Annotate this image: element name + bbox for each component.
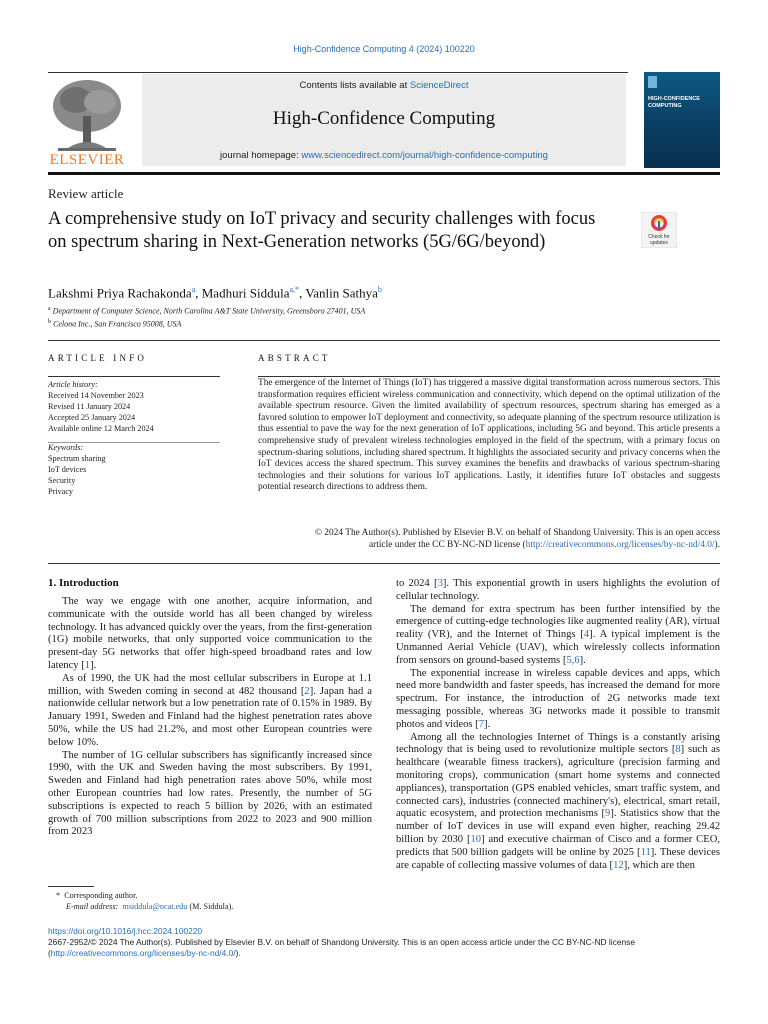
- masthead: [48, 70, 720, 173]
- author-affiliation-mark[interactable]: a: [191, 285, 196, 294]
- history-received: Received 14 November 2023: [48, 391, 144, 400]
- citation-link[interactable]: 5,6: [566, 654, 580, 666]
- body-paragraph: [396, 668, 720, 732]
- elsevier-wordmark: ELSEVIER: [49, 152, 125, 168]
- journal-reference-link[interactable]: High-Confidence Computing 4 (2024) 100220: [293, 44, 475, 54]
- paragraph-text: ]. Japan had a nationwide cellular network but a low penetration rate of 0.15% in 1989. By January 1991, Sweden and Finland had the highest penetration rates above 50%, while the US had 21.2%, and most other European countries were below 10%.: [48, 685, 372, 748]
- citation-link[interactable]: 2: [304, 685, 310, 697]
- article-info-rule: [48, 376, 220, 377]
- paragraph-text: ].: [579, 654, 586, 666]
- keyword-item: Spectrum sharing: [48, 454, 106, 463]
- contents-prefix: Contents lists available at: [299, 80, 410, 91]
- journal-homepage-link[interactable]: www.sciencedirect.com/journal/high-confidence-computing: [301, 150, 548, 161]
- corresponding-author-footnote: [56, 890, 233, 912]
- abstract-rule: [258, 376, 720, 377]
- affiliation-text: Department of Computer Science, North Carolina A&T State University, Greensboro 27401, USA: [52, 306, 366, 316]
- citation-link[interactable]: 8: [675, 744, 681, 756]
- masthead-top-rule: [48, 72, 628, 73]
- affiliation-mark: a: [48, 306, 51, 312]
- paragraph-text: ] and executive chairman of Cisco and a former CEO, predicts that 500 billion gadgets will be online by 2025 [: [396, 833, 720, 858]
- footnote-email-line: [56, 901, 233, 912]
- body-paragraph: [396, 604, 720, 668]
- article-info-heading: ARTICLE INFO: [48, 353, 148, 363]
- author-name[interactable]: Madhuri Siddula: [201, 285, 290, 301]
- affiliation-item: [48, 304, 365, 317]
- sciencedirect-link[interactable]: ScienceDirect: [409, 80, 469, 91]
- author-name[interactable]: Vanlin Sathya: [305, 285, 378, 301]
- article-history: [48, 379, 220, 434]
- author-name[interactable]: Lakshmi Priya Rachakonda: [48, 285, 192, 301]
- license-footer-suffix: ).: [235, 948, 241, 958]
- masthead-bottom-rule: [48, 172, 720, 175]
- history-online: Available online 12 March 2024: [48, 424, 154, 433]
- keyword-item: IoT devices: [48, 465, 87, 474]
- citation-link[interactable]: 12: [613, 859, 624, 871]
- email-link[interactable]: msiddula@ncat.edu: [122, 902, 188, 911]
- keyword-item: Privacy: [48, 487, 74, 496]
- paragraph-text: to 2024 [: [396, 578, 438, 589]
- body-column-left: [48, 596, 372, 839]
- section-heading-introduction: 1. Introduction: [48, 577, 119, 589]
- affiliation-mark: b: [48, 318, 51, 325]
- paragraph-text: ]. A typical implement is the Unmanned Aerial Vehicle (UAV), which wirelessly collects information from sensors on ground-based systems [: [396, 629, 720, 666]
- citation-link[interactable]: 11: [640, 846, 651, 858]
- email-suffix: (M. Siddula).: [189, 902, 234, 911]
- history-accepted: Accepted 25 January 2024: [48, 413, 136, 422]
- paragraph-text: ]. Statistics show that the number of IoT devices in use will expand even higher, reaching 29.42 billion by 2030 [: [396, 808, 720, 845]
- citation-link[interactable]: 7: [478, 718, 484, 730]
- paragraph-text: ].: [90, 659, 97, 671]
- homepage-line: [142, 150, 626, 161]
- paragraph-text: Among all the technologies Internet of Things is a constantly arising technology that is being used to revolutionize multiple sectors [: [396, 731, 720, 756]
- journal-title: High-Confidence Computing: [272, 108, 496, 129]
- affiliation-item: [48, 317, 365, 330]
- body-divider: [48, 563, 720, 564]
- paragraph-text: The exponential increase in wireless capable devices and apps, which need more bandwidth and faster speeds, has increased the demand for more spectrum. For instance, the introduction of 2G networks made text messaging possible, whereas 3G networks made it possible to transmit photos and videos [: [396, 667, 720, 730]
- body-paragraph: [48, 750, 372, 840]
- masthead-center-panel: [142, 74, 626, 166]
- license-footer-prefix: (: [48, 948, 51, 958]
- paragraph-text: The number of 1G cellular subscribers has significantly increased since 1990, with the UK and Sweden having the most subscribers. By 1991, Sweden and Finland had high penetration rates above 50%, while most other European countries had low rates. Presently, the number of 5G subscriptions is expected to reach 5 billion by 2026, with an estimated growth of 700 million subscriptions from 2022 to 2023 and 900 million from 2023: [48, 749, 372, 838]
- footnote-rule: [48, 886, 94, 887]
- paragraph-text: ].: [483, 718, 491, 730]
- paragraph-text: ]. These devices are capable of collecting massive volumes of data [: [396, 846, 721, 871]
- paragraph-text: ] such as healthcare (wearable fitness trackers), agriculture (precision farming and monitoring crops), communication (smart home systems and connected appliances), transportation (GPS enabled vehicles, smart traffic system, and connected cars), industries (connected machinery's), electrical, smart retail, aquatic ecosystem, and protection mechanisms [: [396, 744, 720, 820]
- license-footer-link[interactable]: http://creativecommons.org/licenses/by-nc-nd/4.0/: [50, 948, 236, 958]
- header-divider: [48, 340, 720, 341]
- keyword-item: Security: [48, 476, 76, 485]
- page-footer: [48, 926, 720, 959]
- footnote-symbol: *: [56, 891, 61, 900]
- contents-line: [142, 80, 626, 91]
- paragraph-text: As of 1990, the UK had the most cellular subscribers in Europe at 1.1 million, with Sweden coming in second at 482 thousand [: [48, 672, 372, 697]
- abstract-copyright: [258, 528, 720, 551]
- article-type: Review article: [48, 186, 124, 201]
- article-title: A comprehensive study on IoT privacy and security challenges with focus on spectrum sharing in Next-Generation networks (5G/6G/beyond): [48, 209, 596, 252]
- citation-link[interactable]: 3: [437, 578, 443, 589]
- license-footer-link-line: [48, 948, 720, 959]
- article-history-heading: Article history:: [48, 380, 98, 389]
- paragraph-text: The way we engage with one another, acquire information, and communicate with the outside world has all been changed by wireless technology. It has advanced quickly over the years, from the first-generation (1G) mobile networks, that only supported voice communication to the present-day 5G networks that offer high-speed broadband rates and low latency [: [48, 596, 372, 671]
- corresponding-label: Corresponding author.: [64, 891, 138, 900]
- license-footer-line: 2667-2952/© 2024 The Author(s). Published by Elsevier B.V. on behalf of Shandong University. This is an open access article under the CC BY-NC-ND license: [48, 937, 636, 947]
- paragraph-text: ], which are then: [623, 859, 695, 871]
- journal-cover-thumbnail[interactable]: [644, 72, 720, 168]
- body-paragraph: [48, 596, 372, 673]
- citation-link[interactable]: 1: [84, 659, 91, 671]
- doi-link[interactable]: https://doi.org/10.1016/j.hcc.2024.100220: [48, 926, 203, 936]
- citation-link[interactable]: 4: [583, 629, 590, 641]
- cover-title: HIGH-CONFIDENCE COMPUTING: [648, 96, 700, 109]
- copyright-line: © 2024 The Author(s). Published by Elsevier B.V. on behalf of Shandong University. This is an open access: [314, 528, 720, 538]
- author-list: Lakshmi Priya Rachakonda$^a$, Madhuri Siddula$^{a,*}$, Vanlin Sathya$^b$: [48, 285, 382, 301]
- author-affiliation-mark[interactable]: a,*: [289, 285, 300, 294]
- body-paragraph: [48, 673, 372, 750]
- citation-link[interactable]: 10: [470, 833, 482, 845]
- abstract-text: The emergence of the Internet of Things (IoT) has triggered a massive digital transformation across numerous sectors. This transformation requires efficient wireless communication and connectivity, which depend on the optimal utilization of the available spectrum resource. Given the limited availability of spectrum resources, spectrum sharing has emerged as a favored solution to empower IoT deployment and connectivity, so adequate planning of the spectrum resource utilization is thus essential to pave the way for the next generation of IoT applications, including 5G and beyond. This article presents a comprehensive study of prevalent wireless technologies employed in the field of the spectrum, with a primary focus on spectrum-sharing solutions, including shared spectrum. It highlights the associated security and privacy concerns when the IoT devices access the shared spectrum. This survey examines the benefits and drawbacks of various spectrum-sharing technologies and their solutions for various IoT applications. Lastly, it identifies future IoT obstacles and suggests potential research directions to address them.: [258, 378, 720, 493]
- cover-badge-icon: [648, 76, 657, 88]
- body-paragraph: [396, 732, 720, 873]
- body-paragraph-continued: [396, 578, 720, 604]
- citation-link[interactable]: 9: [605, 808, 611, 820]
- history-revised: Revised 11 January 2024: [48, 402, 131, 411]
- email-label: E-mail address:: [66, 902, 119, 911]
- keywords: [48, 442, 220, 497]
- abstract-heading: ABSTRACT: [258, 353, 331, 363]
- paragraph-text: ]. This exponential growth in users highlights the evolution of cellular technology.: [396, 578, 720, 602]
- affiliation-text: Celona Inc., San Francisco 95008, USA: [53, 319, 182, 329]
- paragraph-text: The demand for extra spectrum has been further intensified by the emergence of cutting-edge technologies like augmented reality (AR), virtual reality (VR), and the Internet of Things [: [396, 603, 720, 641]
- license-line: [258, 540, 720, 552]
- affiliations: [48, 304, 365, 329]
- license-prefix: article under the CC BY-NC-ND license (: [368, 539, 526, 550]
- author-affiliation-mark[interactable]: b: [377, 285, 382, 294]
- keywords-heading: Keywords:: [48, 443, 84, 452]
- homepage-prefix: journal homepage:: [220, 150, 302, 161]
- license-link[interactable]: http://creativecommons.org/licenses/by-nc-nd/4.0/: [525, 539, 715, 550]
- body-column-right: [396, 578, 720, 872]
- license-suffix: ).: [714, 539, 720, 550]
- crossmark-label: Check for updates: [648, 234, 670, 246]
- footnote-line: [56, 890, 233, 901]
